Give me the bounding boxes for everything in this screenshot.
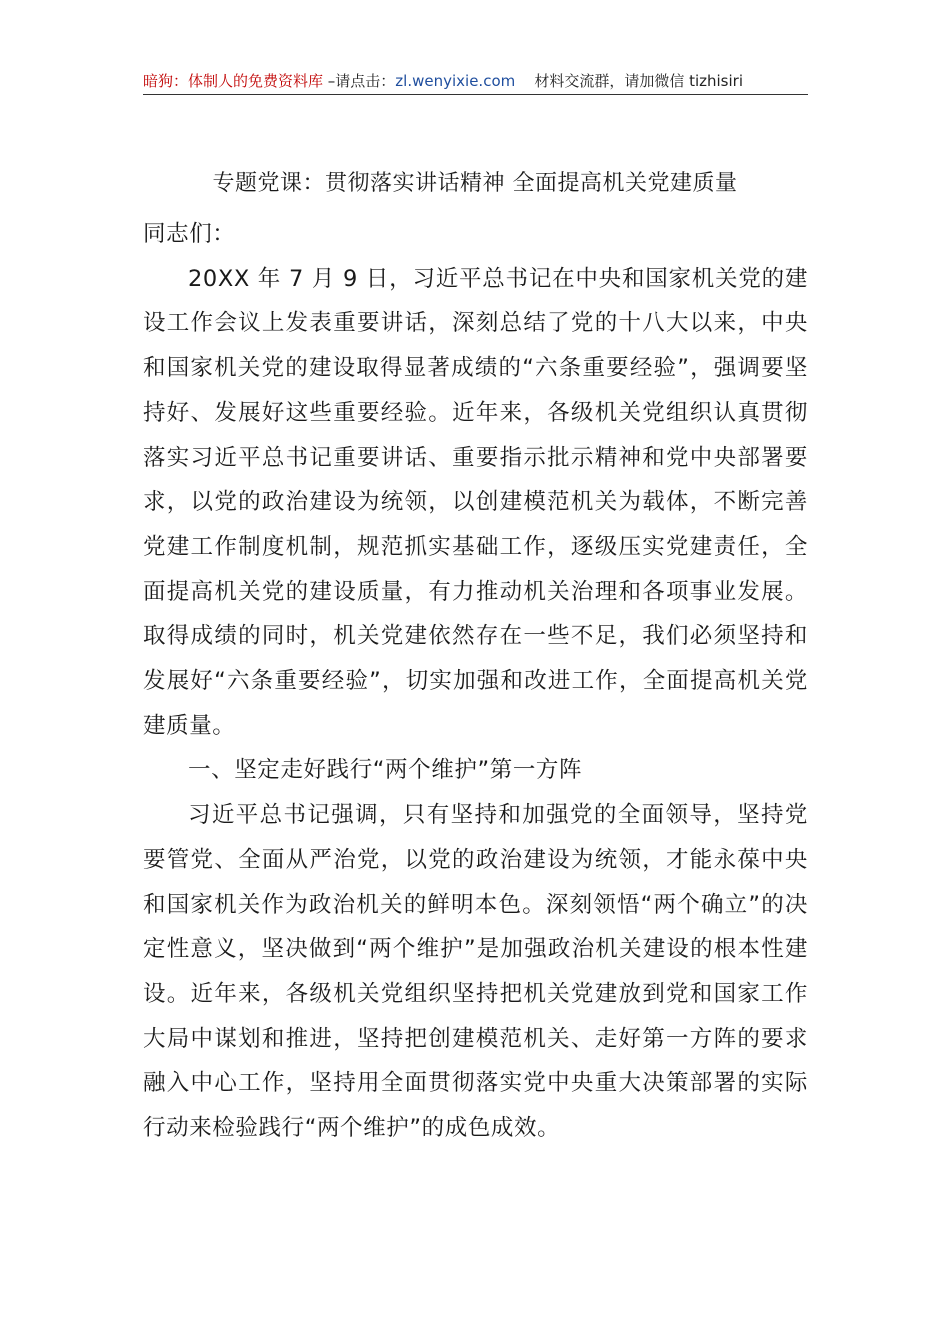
header-prompt: –请点击： xyxy=(323,72,396,90)
paragraph-section-1: 习近平总书记强调，只有坚持和加强党的全面领导，坚持党要管党、全面从严治党，以党的政治建设为统领，才能永葆中央和国家机关作为政治机关的鲜明本色。深刻领悟“两个确立”的决定性意义，坚决做到“两个维护”是加强政治机关建设的根本性建设。近年来，各级机关党组织坚持把机关党建放到党和国家工作大局中谋划和推进，坚持把创建模范机关、走好第一方阵的要求融入中心工作，坚持用全面贯彻落实党中央重大决策部署的实际行动来检验践行“两个维护”的成色成效。 xyxy=(143,802,808,1142)
header-spacer xyxy=(515,72,534,90)
header-url-link[interactable]: zl.wenyixie.com xyxy=(395,72,516,90)
header-contact: 材料交流群，请加微信 tizhisiri xyxy=(534,72,743,90)
page-header xyxy=(143,68,808,95)
document-body xyxy=(143,212,808,1151)
document-title: 专题党课：贯彻落实讲话精神 全面提高机关党建质量 xyxy=(212,171,738,196)
header-brand: 暗狗：体制人的免费资料库 xyxy=(143,72,324,90)
section-heading-1: 一、坚定走好践行“两个维护”第一方阵 xyxy=(188,757,583,784)
paragraph-intro: 20XX 年 7 月 9 日，习近平总书记在中央和国家机关党的建设工作会议上发表重要讲话，深刻总结了党的十八大以来，中央和国家机关党的建设取得显著成绩的“六条重要经验”，强调要坚持好、发展好这些重要经验。近年来，各级机关党组织认真贯彻落实习近平总书记重要讲话、重要指示批示精神和党中央部署要求，以党的政治建设为统领，以创建模范机关为载体，不断完善党建工作制度机制，规范抓实基础工作，逐级压实党建责任，全面提高机关党的建设质量，有力推动机关治理和各项事业发展。取得成绩的同时，机关党建依然存在一些不足，我们必须坚持和发展好“六条重要经验”，切实加强和改进工作，全面提高机关党建质量。 xyxy=(143,265,808,739)
salutation: 同志们： xyxy=(143,221,236,247)
